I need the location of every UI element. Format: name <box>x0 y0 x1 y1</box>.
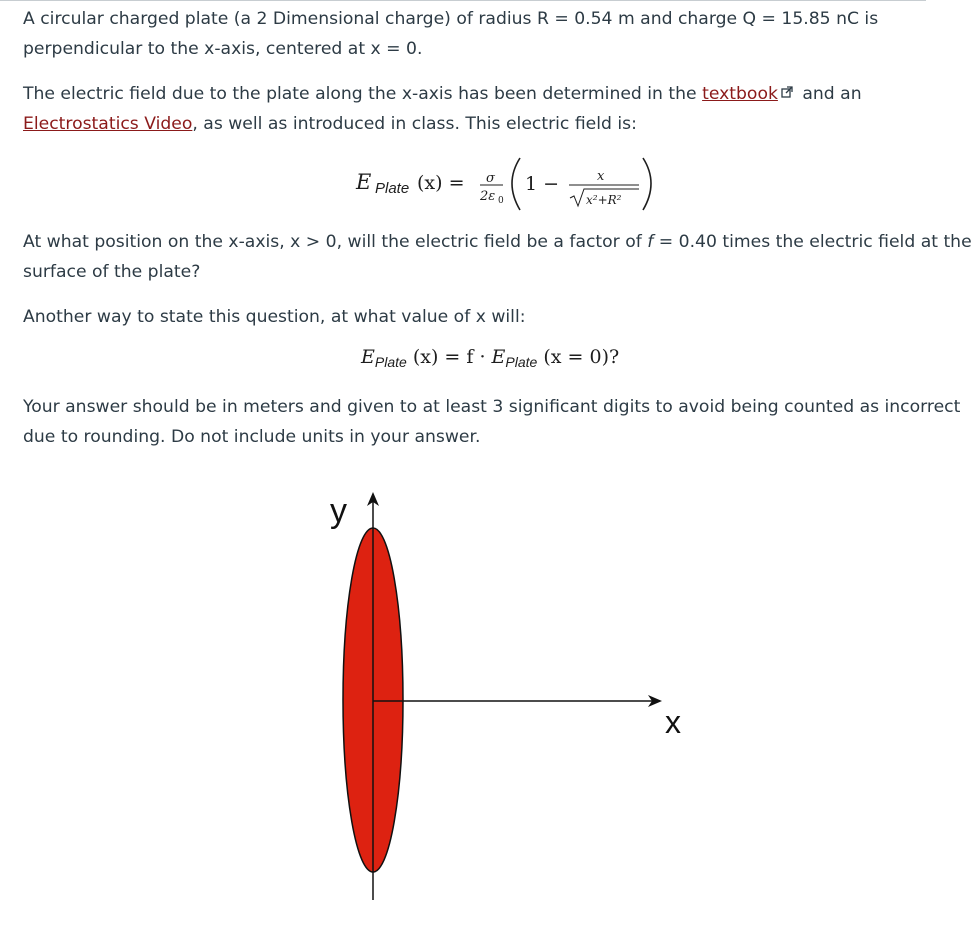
paragraph-2-text-end: , as well as introduced in class. This electric field is: <box>192 114 637 134</box>
eq1-epsilon-sub: 0 <box>498 196 504 206</box>
y-axis-label: y <box>330 492 347 530</box>
x-axis-label: x <box>665 704 681 740</box>
paragraph-1-line-1: A circular charged plate (a 2 Dimensional charge) of radius R = 0.54 m and charge Q = 15.85 nC is <box>23 9 879 29</box>
f-symbol: f <box>647 232 654 252</box>
eq1-right-paren <box>643 158 651 210</box>
eq2-E2: E <box>491 346 506 368</box>
paragraph-2-line-2 <box>23 109 963 139</box>
eq1-two-epsilon: 2ε <box>480 189 496 204</box>
eq2-tail: (x = 0)? <box>543 346 620 368</box>
paragraph-5-line-1: Your answer should be in meters and given to at least 3 significant digits to avoid being counted as incorrect <box>23 397 961 417</box>
eq1-left-paren <box>512 158 520 210</box>
external-link-icon <box>781 86 793 98</box>
paragraph-5-line-2: due to rounding. Do not include units in your answer. <box>23 427 481 447</box>
paragraph-2-line-1 <box>23 79 963 109</box>
eq1-E: E <box>356 170 372 194</box>
paragraph-3-tail: = 0.40 times the electric field at the <box>653 232 972 252</box>
question-body <box>23 4 963 139</box>
textbook-link[interactable]: textbook <box>702 84 778 104</box>
electric-field-equation <box>356 150 676 216</box>
eq2-sub1: Plate <box>374 354 407 370</box>
question-body-2 <box>23 227 972 332</box>
eq1-one-minus: 1 − <box>525 173 560 195</box>
eq2-sub2: Plate <box>505 354 538 370</box>
paragraph-3-line-1 <box>23 227 972 257</box>
paragraph-1-line-2: perpendicular to the x-axis, centered at x = 0. <box>23 39 423 59</box>
eq1-sqrt-body: x²+R² <box>586 193 622 207</box>
paragraph-4: Another way to state this question, at what value of x will: <box>23 307 526 327</box>
paragraph-3-line-2: surface of the plate? <box>23 262 201 282</box>
plate-diagram <box>300 480 720 920</box>
top-divider <box>0 0 926 1</box>
eq1-subscript: Plate <box>375 180 410 197</box>
eq2-E1: E <box>361 346 375 368</box>
eq1-argument: (x) = <box>417 172 465 194</box>
eq1-numerator-x: x <box>597 169 605 184</box>
field-ratio-equation <box>361 346 619 368</box>
electrostatics-video-link[interactable]: Electrostatics Video <box>23 114 193 134</box>
paragraph-2-text: The electric field due to the plate along the x-axis has been determined in the <box>23 84 703 104</box>
eq1-sigma: σ <box>486 171 495 186</box>
paragraph-2-text-after: and an <box>796 84 862 104</box>
paragraph-3-text: At what position on the x-axis, x > 0, will the electric field be a factor of <box>23 232 648 252</box>
question-body-3 <box>23 392 963 452</box>
eq2-mid: (x) = f · <box>412 346 492 368</box>
